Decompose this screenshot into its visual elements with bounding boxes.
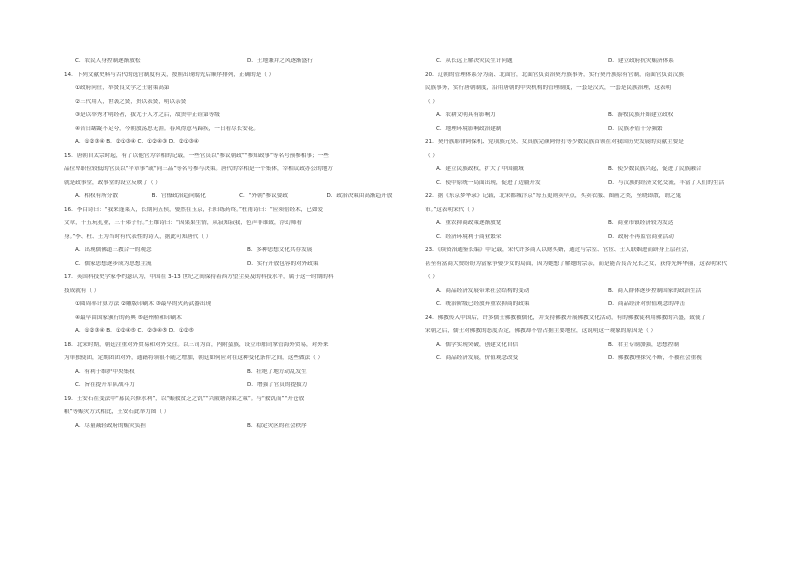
question-16 xyxy=(64,207,406,268)
question-21 xyxy=(425,139,767,187)
option: A．重农抑商政策逐渐放宽 xyxy=(436,220,502,226)
question-14 xyxy=(64,72,406,147)
right-column xyxy=(425,58,767,369)
question-text: 技成就有（ ） xyxy=(64,287,100,294)
question-text: 甚至有富商大贾纷纷为富家争娶少女的局面，因为她想了解她的宗亲，而是能否良否兄长之女，获得光辉华丽，这表明宋代 xyxy=(425,260,728,267)
option: D．土地兼并之风逐渐盛行 xyxy=(247,58,313,64)
statement: ①圆周率计算方法 ②雕版印刷术 ③最早的火药武器出现 xyxy=(75,301,212,307)
options-row: A．①②③④ B．①②④⑤ C．②③④⑤ D．①②⑤ xyxy=(75,328,194,334)
question-24 xyxy=(425,315,767,363)
question-text: （ ） xyxy=(425,98,438,105)
question-text: 品位卑职位较低的官员以“平章事”或“同三品”等名号参与决策。唐代的宰相是一个集体，宰相议政办公的地方 xyxy=(64,166,333,172)
question-text: 21．契丹族耶律阿保机、党项族元昊、女真族完颜阿骨打等少数民族首领在对我国历史发展的贡献主要是 xyxy=(425,139,684,145)
statement: ②三代用人，世袭之贤，贵以表贤，明以亲贤 xyxy=(75,98,187,105)
question-text: 14．下列文献史料与古代的选官制度有关，按照出现的先后顺序排列，正确的是（ ） xyxy=(64,71,275,78)
option: D．增强了官员的提拔力 xyxy=(247,382,308,388)
question-18 xyxy=(64,342,406,390)
question-23 xyxy=(425,247,767,308)
option: D．佛教教理探究不断，不被社会重视 xyxy=(608,355,702,361)
option: A．商品经济发展带来社会结构的变动 xyxy=(436,287,530,294)
question-text: 宋朝之后，儒士对佛教的态度否定，佛教却不曾占据主要地位，这说明这一观象的原因是（ ） xyxy=(425,328,657,334)
option: D．建立政府抗灾赈济体系 xyxy=(608,58,674,64)
question-17 xyxy=(64,274,406,335)
question-15 xyxy=(64,153,406,201)
option: A．有利于维护中央集权 xyxy=(75,368,135,375)
option: C．农民人身控制逐渐放松 xyxy=(75,58,141,64)
question-22 xyxy=(425,193,767,241)
question-text: 粮”等赈灾方式相比，王安石此举力图（ ） xyxy=(64,409,170,415)
option: B．商人群体逐步控制国家的政治生活 xyxy=(608,287,702,294)
statement: ④最早由国家颁行的药典 ⑤赵州桥和印刷术 xyxy=(75,314,182,321)
option: B．稳定灾区的社会秩序 xyxy=(247,422,307,429)
option: C．旨在提升军队战斗力 xyxy=(75,382,135,388)
question-text: 18．北宋时期，朝廷注重对外贸易和对外交往。以三司为首，内附蛮族，设立市舶司掌管海外贸易，对外来 xyxy=(64,341,329,348)
question-text: 24．佛教传入中国后，许多儒士佛教被儒化，并支持佛教开展佛教文化活动，有的佛教徒利用佛教的兴盛，致使了 xyxy=(425,314,707,321)
option: B．使少数民族兴起，促进了民族融合 xyxy=(608,166,702,172)
question-text: 民族事务，实行唐朝制度，沿用唐朝的中央机构的管理制度，一套是汉式，一套是民族治理，这表明 xyxy=(425,85,672,91)
question-text: 16．李白诗曰：“我来蓬莱人，长期问五侯，娶然在玉京，扫归练药终。”杜甫诗曰：“应须倍经术，已如爱 xyxy=(64,206,324,213)
option: C．使中原统一局面出现，促进了边疆开发 xyxy=(436,179,541,186)
question-text: 15．唐朝自太宗时起，有了以他官为宰相的记载，一些官员以“参议朝政”“参知政事”等名号预参相事；一些 xyxy=(64,152,329,159)
question-text: 就是政事堂，政事堂的设立反映了（ ） xyxy=(64,179,161,186)
option: B．君主专制加强，思想控制 xyxy=(608,341,679,348)
statement: ④昔日龌龊不足夸，今朝放荡思无涯。春风得意马蹄疾，一日看尽长安花。 xyxy=(75,125,260,132)
question-text: 22．据《东京梦华录》记载，北宋都城汴京“每五更则卖早点，买卖衣服、图画之类，至晓即散，谓之鬼 xyxy=(425,193,682,199)
q19-options-cont xyxy=(425,58,767,65)
option: D．与汉族的经济文化交流，丰富了人们的生活 xyxy=(608,179,725,186)
option: C．经济环境利于商业繁荣 xyxy=(436,233,502,240)
option: B．商业市镇经济较为发达 xyxy=(608,220,674,226)
option: B．游牧民族开始建立政权 xyxy=(608,112,674,118)
q13-options xyxy=(64,58,406,65)
question-text: 23．《续资治通鉴长编》中记载，宋代许多商人以财买婿，通过与宗室、官宦、士人联姻进而跻身上层社会， xyxy=(425,247,693,253)
question-text: 19．王安石在变法中“募民兴修水利”，以“赈救贫乏之饥”“兴陂塘沟渠之策”。与“救饥而”“开仓放 xyxy=(64,395,305,402)
option: B．壮绝了地方动乱发生 xyxy=(247,368,307,375)
question-19 xyxy=(64,396,406,430)
question-text: 身。”李、杜、王为当时有代表性的诗人，据此可知唐代（ ） xyxy=(64,233,212,240)
question-text: 文章，十五玩孔业，三千弟子行。”王维诗曰：“因果果生情，从寂知寂我，色声非谁致，浮幻师看 xyxy=(64,220,302,226)
option: A．尽量减轻政府的赈灾负担 xyxy=(75,422,146,429)
option: D．政治决策由高渐趋开放 xyxy=(326,193,393,199)
option: D．实行开放包容的对外政策 xyxy=(247,260,319,267)
statement: ③是以举秀才明经者，拔尤于人才之后，故贵中正铨第等级 xyxy=(75,112,220,118)
question-text: 20．辽朝的管理体系分为南、北面官，北面官负责治契丹族事务，实行契丹族原有官制，南面官负责汉族 xyxy=(425,71,684,78)
option: A．建立民族政权，扩大了中国疆域 xyxy=(436,166,524,172)
option: C．儒家思想逐步成为思想主流 xyxy=(75,260,152,267)
option: A．儒学实现突破，创建文化自信 xyxy=(436,341,519,348)
option: D．商品经济对价值观念的冲击 xyxy=(608,301,686,307)
option: C．从长远上解决灾民生计问题 xyxy=(436,58,513,64)
option: A．出现儒佛道三教合一的观念 xyxy=(75,247,152,253)
question-text: 17．英国科技史学家李约瑟认为，中国在 3-13 世纪之间保持着西方望尘莫及的科技水平，属于这一时期的科 xyxy=(64,274,334,280)
question-text: （ ） xyxy=(425,274,438,280)
question-text: 市。”这表明宋代（ ） xyxy=(425,206,478,213)
option: B．官僚政治趋向腐化 xyxy=(151,193,206,199)
option: D．政府不再监管商业活动 xyxy=(608,233,674,240)
option: A．农耕文明具有影响力 xyxy=(436,112,496,118)
option: C．“外朝”参议要政 xyxy=(239,193,288,199)
option: B．多种思想文化共存发展 xyxy=(247,247,313,253)
option: C．商品经济发展，价值观念改变 xyxy=(436,355,519,361)
question-text: （ ） xyxy=(425,152,438,159)
option: D．民族矛盾十分频繁 xyxy=(608,125,663,132)
option: C．统治阶级已经放弃重农抑商的政策 xyxy=(436,301,530,307)
option: A．相权有所分散 xyxy=(75,193,118,199)
left-column xyxy=(64,58,406,436)
option: C．地理环境影响政治建制 xyxy=(436,125,502,132)
question-20 xyxy=(425,72,767,133)
statement: ①政府问仕，举贤良文学之士射策高第 xyxy=(75,85,170,91)
options-row: A．①②③④ B．②①③④ C．①②④③ D．②①③④ xyxy=(75,139,199,145)
question-text: 为单独使团，定期团团对外，通籍将领很不随之增加，朝廷如何应对在这种变化条件之间，这些做法（ ） xyxy=(64,355,324,361)
